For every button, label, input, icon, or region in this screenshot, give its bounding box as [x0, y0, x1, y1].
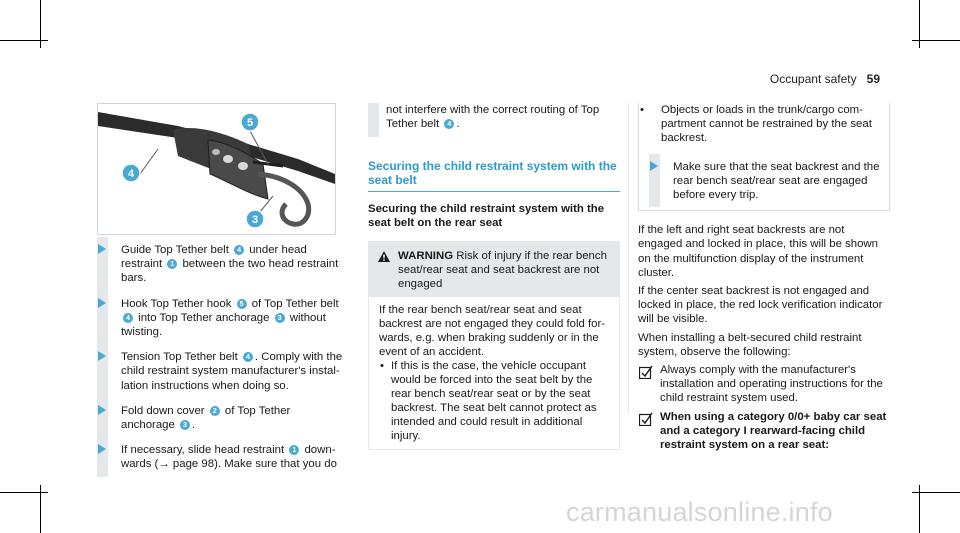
callout-icon: 4 [243, 352, 253, 362]
section-heading: Securing the child restraint system with the seat belt [368, 159, 620, 192]
paragraph: If the center seat backrest is not engaged and locked in place, the red lock verification indicator will be visible. [638, 285, 883, 326]
callout-icon: 4 [123, 313, 133, 323]
right-column [638, 103, 890, 452]
step-arrow-icon [650, 161, 658, 171]
step-arrow-icon [98, 351, 106, 361]
middle-column [368, 103, 620, 450]
crop-mark [0, 492, 48, 493]
step-arrow-icon [98, 444, 106, 454]
paragraph: If the left and right seat backrests are not engaged and locked in place, this will be shown on the multifunction display of the instrument cluster. [638, 224, 878, 279]
svg-text:4: 4 [127, 168, 135, 180]
watermark-text: carmanualsonline.info [566, 497, 833, 527]
callout-icon: 3 [275, 313, 285, 323]
callout-icon: 3 [180, 420, 190, 430]
seat-belt-drawing [98, 104, 335, 234]
warning-bullet: • If this is the case, the vehicle occupant would be forced into the seat belt by the rear bench seat/rear seat or by the seat backrest. The seat belt cannot protect as intended and could result in additional injury. [379, 359, 611, 443]
warning-box [368, 241, 620, 450]
crop-mark [912, 40, 960, 41]
step-item: Guide Top Tether belt 4 under head restraint 1 between the two head restraint bars. [97, 243, 347, 286]
warning-body: If the rear bench seat/rear seat and seat backrest are not engaged they could fold forwards, e.g. when braking suddenly or in the event of an accident. • If this is the case, the vehicle occupant would be forced into the seat belt by the rear bench seat/rear seat or by the seat backrest. The seat belt cannot protect as intended and could result in additional injury. [368, 297, 620, 450]
callout-icon: 1 [167, 259, 177, 269]
warning-triangle-icon [378, 251, 390, 262]
section-title: Occupant safety [769, 72, 857, 86]
callout-icon: 1 [289, 445, 299, 455]
step-arrow-icon [98, 405, 106, 415]
step-item: If necessary, slide head restraint 1 downwards (→ page 98). Make sure that you do [97, 443, 347, 471]
crop-mark [912, 492, 960, 493]
checklist-item: When using a category 0/0+ baby car seat and a category I rearward-facing child restraint system on a rear seat: [638, 410, 890, 453]
step-item: Fold down cover 2 of Top Tether anchorage 3 . [97, 404, 347, 432]
page-header [770, 72, 880, 86]
step-item: Hook Top Tether hook 5 of Top Tether belt 4 into Top Tether anchorage 3 without twisting. [97, 297, 347, 340]
step-item: Tension Top Tether belt 4 . Comply with the child restraint system manufacturer's installation instructions when doing so. [97, 350, 347, 393]
continued-warning [638, 103, 890, 211]
instruction-steps [97, 243, 347, 483]
callout-icon: 4 [234, 245, 244, 255]
page-number: 59 [866, 72, 880, 86]
svg-text:3: 3 [251, 214, 259, 226]
continued-step: not interfere with the correct routing of Top Tether belt 4 . [368, 103, 620, 131]
warning-title: WARNING [398, 250, 454, 263]
warning-bullet: • Objects or loads in the trunk/cargo compartment cannot be restrained by the seat backrest. [639, 103, 881, 146]
warning-header: WARNING Risk of injury if the rear bench seat/rear seat and seat backrest are not engaged [368, 241, 620, 297]
callout-icon: 5 [237, 299, 247, 309]
step-item: Make sure that the seat backrest and the rear bench seat/rear seat are engaged before every trip. [649, 160, 881, 203]
checkbox-icon [639, 412, 653, 426]
checklist-item: Always comply with the manufacturer's installation and operating instructions for the child restraint system used. [638, 363, 890, 406]
top-tether-illustration [97, 103, 336, 235]
column-divider [628, 103, 629, 413]
svg-text:5: 5 [246, 117, 254, 129]
step-arrow-icon [98, 298, 106, 308]
callout-icon: 2 [210, 406, 220, 416]
step-arrow-icon [98, 244, 106, 254]
checkbox-icon [639, 365, 653, 379]
paragraph: When installing a belt-secured child restraint system, observe the following: [638, 331, 862, 358]
crop-mark [0, 40, 48, 41]
callout-icon: 4 [444, 119, 454, 129]
subsection-heading: Securing the child restraint system with the seat belt on the rear seat [368, 203, 605, 230]
